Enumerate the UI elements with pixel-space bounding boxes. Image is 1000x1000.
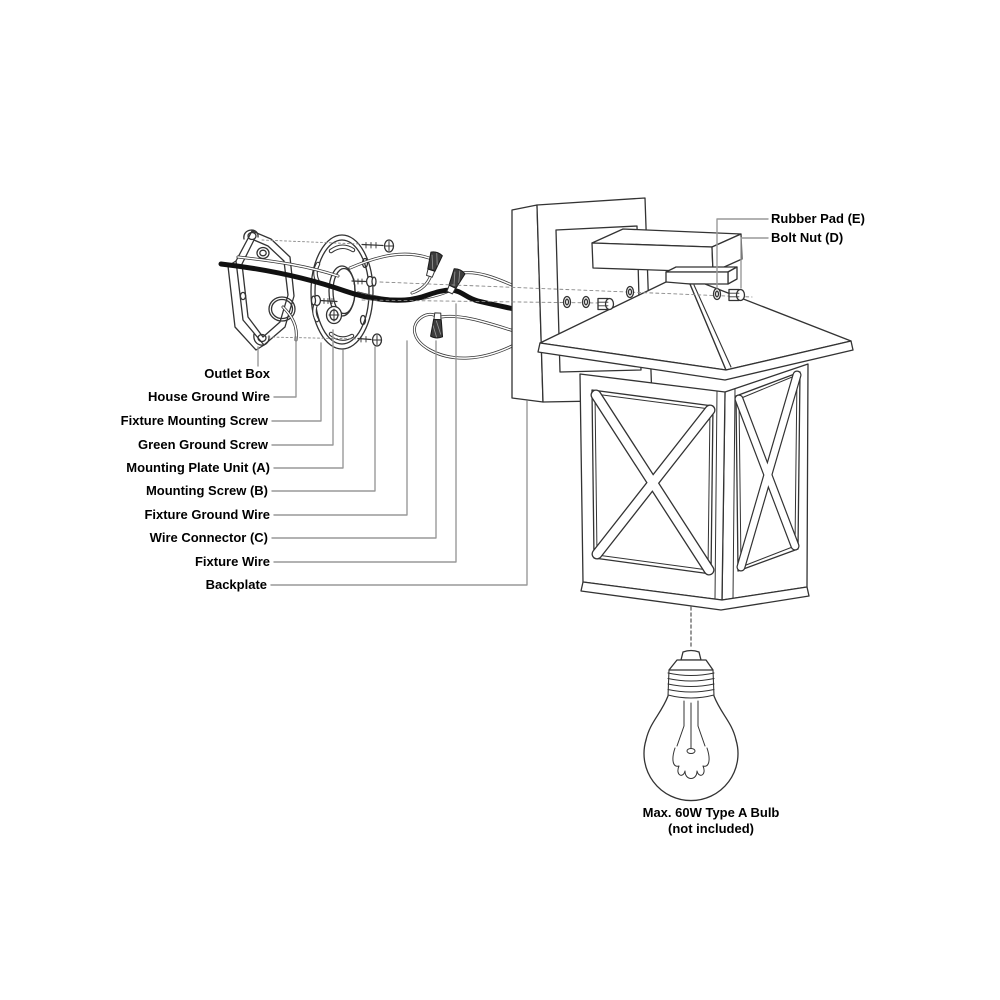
fixture-wire-drawing — [462, 273, 514, 286]
leader-backplate — [271, 401, 527, 585]
label-wire-connector: Wire Connector (C) — [149, 530, 268, 545]
leader-mounting-screw-b — [272, 347, 375, 491]
leader-house-ground-wire — [274, 337, 296, 397]
label-bolt-nut: Bolt Nut (D) — [771, 230, 844, 245]
label-fixture-mounting-screw: Fixture Mounting Screw — [120, 413, 268, 428]
label-outlet-box: Outlet Box — [204, 366, 270, 381]
bulb-caption — [601, 805, 821, 837]
label-house-ground-wire: House Ground Wire — [148, 389, 270, 404]
label-mounting-screw-b: Mounting Screw (B) — [145, 483, 268, 498]
label-backplate: Backplate — [205, 577, 267, 592]
outlet-box-drawing — [228, 230, 295, 350]
leader-bolt-nut — [741, 238, 768, 288]
label-rubber-pad: Rubber Pad (E) — [771, 211, 865, 226]
bulb-caption-line2: (not included) — [668, 821, 754, 836]
label-green-ground-screw: Green Ground Screw — [137, 437, 268, 452]
rubber-pad-e — [714, 289, 721, 300]
lantern-body-drawing — [580, 364, 809, 610]
bulb-drawing — [644, 607, 738, 801]
leader-fixture-ground-wire — [274, 341, 407, 515]
rubber-pad-3 — [627, 287, 634, 298]
mounting-screw-b-top — [362, 240, 394, 252]
rubber-pad-1 — [564, 297, 571, 308]
rubber-pad-2 — [583, 297, 590, 308]
label-mounting-plate-unit: Mounting Plate Unit (A) — [126, 460, 270, 475]
bolt-nut-left — [598, 299, 614, 310]
bulb-caption-line1: Max. 60W Type A Bulb — [642, 805, 780, 820]
leader-green-ground-screw — [272, 330, 333, 445]
label-fixture-wire: Fixture Wire — [194, 554, 270, 569]
label-fixture-ground-wire: Fixture Ground Wire — [144, 507, 270, 522]
wire-connector-1 — [424, 251, 443, 278]
green-ground-screw-drawing — [327, 307, 342, 324]
bolt-nut-d — [729, 290, 745, 301]
leader-fixture-wire — [274, 304, 456, 562]
